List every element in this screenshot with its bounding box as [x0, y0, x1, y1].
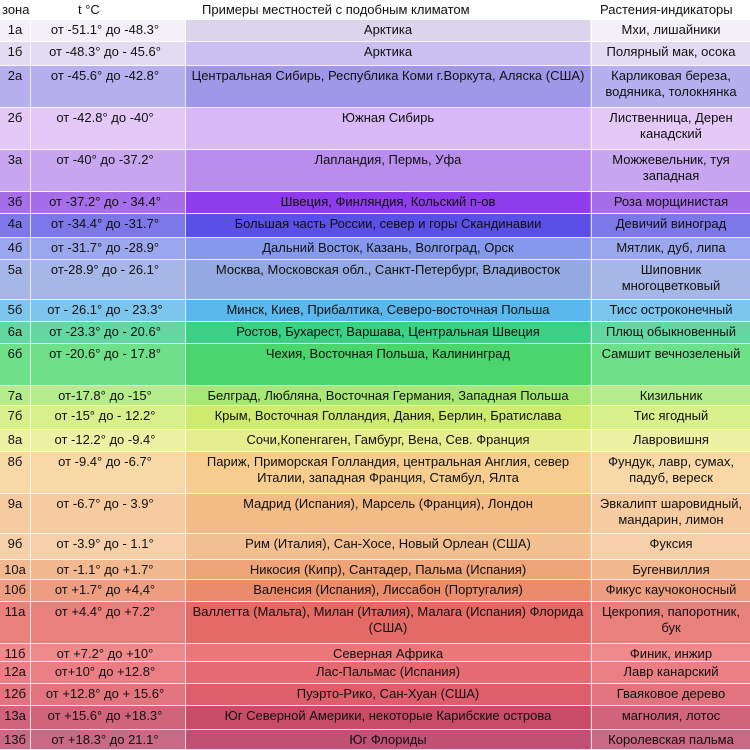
column-divider	[185, 214, 186, 238]
plants-cell: Лавровишня	[633, 432, 709, 447]
column-divider	[185, 260, 186, 300]
column-divider	[185, 580, 186, 602]
column-divider	[30, 214, 31, 238]
column-divider	[185, 192, 186, 214]
zone-cell: 3а	[7, 152, 23, 167]
plants-cell: Полярный мак, осока	[606, 44, 736, 59]
places-cell: Белград, Любляна, Восточная Германия, Западная Польша	[207, 388, 569, 403]
column-divider	[185, 150, 186, 192]
zone-cell: 9б	[7, 536, 23, 551]
column-divider	[185, 406, 186, 430]
places-cell: Валлетта (Мальта), Милан (Италия), Малага (Испания) Флорида (США)	[192, 604, 584, 635]
zone-cell: 5а	[7, 262, 23, 277]
temp-cell: от -6.7° до - 3.9°	[56, 496, 154, 511]
column-divider	[30, 430, 31, 452]
header-plants: Растения-индикаторы	[600, 2, 733, 17]
table-row	[0, 430, 750, 452]
column-divider	[30, 300, 31, 322]
temp-cell: от -3.9° до - 1.1°	[56, 536, 154, 551]
column-divider	[591, 706, 592, 730]
column-divider	[185, 452, 186, 494]
column-divider	[30, 260, 31, 300]
column-divider	[185, 108, 186, 150]
column-divider	[591, 260, 592, 300]
table-header	[0, 0, 750, 20]
column-divider	[591, 386, 592, 406]
temp-cell: от -20.6° до - 17.8°	[49, 346, 161, 361]
plants-cell: Можжевельник, туя западная	[612, 152, 730, 183]
column-divider	[185, 42, 186, 66]
column-divider	[30, 192, 31, 214]
plants-cell: Лиственница, Дерен канадский	[609, 110, 733, 141]
places-cell: Никосия (Кипр), Сантадер, Пальма (Испания)	[249, 562, 527, 577]
places-cell: Рим (Италия), Сан-Хосе, Новый Орлеан (США)	[245, 536, 531, 551]
column-divider	[185, 730, 186, 750]
column-divider	[591, 42, 592, 66]
table-row	[0, 322, 750, 344]
temp-cell: от -51.1° до -48.3°	[50, 22, 160, 37]
plants-cell: Гваяковое дерево	[616, 686, 726, 701]
zone-cell: 10б	[4, 582, 26, 597]
plants-cell: магнолия, лотос	[621, 708, 721, 723]
places-cell: Юг Северной Америки, некоторые Карибские острова	[224, 708, 552, 723]
column-divider	[30, 730, 31, 750]
column-divider	[591, 214, 592, 238]
places-cell: Лапландия, Пермь, Уфа	[314, 152, 462, 167]
column-divider	[591, 192, 592, 214]
plants-cell: Эвкалипт шаровидный, мандарин, лимон	[599, 496, 743, 527]
column-divider	[185, 344, 186, 386]
temp-cell: от -12.2° до -9.4°	[54, 432, 156, 447]
column-divider	[30, 20, 31, 42]
header-zone: зона	[2, 2, 30, 17]
column-divider	[30, 42, 31, 66]
temp-cell: от +7.2° до +10°	[56, 646, 154, 661]
column-divider	[591, 322, 592, 344]
column-divider	[30, 66, 31, 108]
zone-cell: 13а	[4, 708, 26, 723]
table-row	[0, 344, 750, 386]
places-cell: Пуэрто-Рико, Сан-Хуан (США)	[296, 686, 480, 701]
places-cell: Лас-Пальмас (Испания)	[315, 664, 461, 679]
temp-cell: от -34.4° до -31.7°	[50, 216, 160, 231]
column-divider	[591, 430, 592, 452]
zone-cell: 7б	[7, 408, 23, 423]
zone-cell: 12б	[4, 686, 26, 701]
table-row	[0, 42, 750, 66]
plants-cell: Фундук, лавр, сумах, падуб, вереск	[608, 454, 734, 485]
column-divider	[30, 322, 31, 344]
plants-cell: Тисс остроконечный	[609, 302, 733, 317]
plants-cell: Плющ обыкновенный	[605, 324, 737, 339]
zone-cell: 8а	[7, 432, 23, 447]
zone-cell: 8б	[7, 454, 23, 469]
column-divider	[185, 386, 186, 406]
column-divider	[185, 322, 186, 344]
temp-cell: от +12.8° до + 15.6°	[45, 686, 165, 701]
table-row	[0, 534, 750, 560]
zone-cell: 10а	[4, 562, 26, 577]
table-row	[0, 730, 750, 750]
column-divider	[185, 560, 186, 580]
header-places: Примеры местностей с подобным климатом	[202, 2, 470, 17]
temp-cell: от - 26.1° до - 23.3°	[47, 302, 163, 317]
column-divider	[30, 238, 31, 260]
column-divider	[591, 644, 592, 662]
column-divider	[591, 300, 592, 322]
plants-cell: Мхи, лишайники	[621, 22, 721, 37]
temp-cell: от -37.2° до - 34.4°	[49, 194, 161, 209]
zone-cell: 4а	[7, 216, 23, 231]
temp-cell: от -15° до - 12.2°	[54, 408, 156, 423]
column-divider	[591, 150, 592, 192]
column-divider	[185, 238, 186, 260]
zone-cell: 2б	[7, 110, 23, 125]
plants-cell: Роза морщинистая	[613, 194, 729, 209]
table-row	[0, 300, 750, 322]
places-cell: Арктика	[363, 44, 413, 59]
places-cell: Юг Флориды	[349, 732, 427, 747]
plants-cell: Королевская пальма	[608, 732, 734, 747]
column-divider	[591, 108, 592, 150]
table-row	[0, 452, 750, 494]
column-divider	[30, 108, 31, 150]
temp-cell: от -42.8° до -40°	[56, 110, 154, 125]
temp-cell: от -9.4° до -6.7°	[58, 454, 152, 469]
column-divider	[30, 534, 31, 560]
column-divider	[185, 662, 186, 684]
column-divider	[591, 534, 592, 560]
column-divider	[591, 662, 592, 684]
column-divider	[185, 66, 186, 108]
places-cell: Париж, Приморская Голландия, центральная Англия, север Италии, западная Франция, Стамбул, Ялта	[206, 454, 570, 485]
table-row	[0, 66, 750, 108]
plants-cell: Цекропия, папоротник, бук	[602, 604, 740, 635]
temp-cell: от -31.7° до -28.9°	[50, 240, 160, 255]
table-row	[0, 560, 750, 580]
places-cell: Ростов, Бухарест, Варшава, Центральная Швеция	[236, 324, 540, 339]
table-row	[0, 406, 750, 430]
places-cell: Валенсия (Испания), Лиссабон (Португалия)	[253, 582, 523, 597]
column-divider	[30, 644, 31, 662]
column-divider	[591, 602, 592, 644]
table-row	[0, 238, 750, 260]
temp-cell: от +18.3° до 21.1°	[51, 732, 159, 747]
plants-cell: Шиповник многоцветковый	[621, 262, 721, 293]
table-row	[0, 214, 750, 238]
places-cell: Швеция, Финляндия, Кольский п-ов	[280, 194, 496, 209]
plants-cell: Лавр канарский	[623, 664, 719, 679]
places-cell: Арктика	[363, 22, 413, 37]
places-cell: Мадрид (Испания), Марсель (Франция), Лондон	[243, 496, 533, 511]
temp-cell: от +1.7° до +4,4°	[54, 582, 156, 597]
places-cell: Сочи,Копенгаген, Гамбург, Вена, Сев. Франция	[246, 432, 530, 447]
column-divider	[591, 452, 592, 494]
plants-cell: Девичий виноград	[615, 216, 727, 231]
zone-cell: 5б	[7, 302, 23, 317]
temp-cell: от -48.3° до - 45.6°	[49, 44, 161, 59]
zone-cell: 12а	[4, 664, 26, 679]
temp-cell: от -40° до -37.2°	[56, 152, 154, 167]
places-cell: Минск, Киев, Прибалтика, Северо-восточная Польша	[226, 302, 550, 317]
column-divider	[185, 684, 186, 706]
zone-cell: 9а	[7, 496, 23, 511]
zone-cell: 4б	[7, 240, 23, 255]
plants-cell: Фуксия	[649, 536, 693, 551]
column-divider	[30, 602, 31, 644]
table-row	[0, 192, 750, 214]
column-divider	[30, 560, 31, 580]
places-cell: Большая часть России, север и горы Скандинавии	[234, 216, 542, 231]
column-divider	[185, 534, 186, 560]
places-cell: Северная Африка	[332, 646, 444, 661]
column-divider	[30, 344, 31, 386]
zone-cell: 11а	[4, 604, 26, 619]
zone-cell: 11б	[4, 646, 26, 661]
column-divider	[30, 452, 31, 494]
table-row	[0, 20, 750, 42]
plants-cell: Самшит вечнозеленый	[601, 346, 741, 361]
column-divider	[591, 344, 592, 386]
places-cell: Центральная Сибирь, Республика Коми г.Воркута, Аляска (США)	[191, 68, 585, 83]
plants-cell: Кизильник	[639, 388, 703, 403]
plants-cell: Бугенвиллия	[632, 562, 710, 577]
column-divider	[30, 706, 31, 730]
table-row	[0, 684, 750, 706]
table-row	[0, 494, 750, 534]
column-divider	[30, 494, 31, 534]
column-divider	[185, 706, 186, 730]
temp-cell: от -45.6° до -42.8°	[50, 68, 160, 83]
column-divider	[185, 20, 186, 42]
plants-cell: Финик, инжир	[629, 646, 713, 661]
zone-cell: 7а	[7, 388, 23, 403]
places-cell: Крым, Восточная Голландия, Дания, Берлин, Братислава	[214, 408, 562, 423]
column-divider	[185, 300, 186, 322]
zone-cell: 1а	[7, 22, 23, 37]
table-row	[0, 602, 750, 644]
column-divider	[185, 430, 186, 452]
zone-cell: 2а	[7, 68, 23, 83]
table-row	[0, 706, 750, 730]
plants-cell: Мятлик, дуб, липа	[616, 240, 726, 255]
plants-cell: Фикус каучоконосный	[605, 582, 737, 597]
column-divider	[30, 386, 31, 406]
temp-cell: от -23.3° до - 20.6°	[49, 324, 161, 339]
table-row	[0, 580, 750, 602]
zone-cell: 6а	[7, 324, 23, 339]
column-divider	[30, 662, 31, 684]
temp-cell: от +4.4° до +7.2°	[54, 604, 156, 619]
table-row	[0, 260, 750, 300]
table-row	[0, 108, 750, 150]
table-row	[0, 644, 750, 662]
table-row	[0, 662, 750, 684]
places-cell: Дальний Восток, Казань, Волгоград, Орск	[262, 240, 514, 255]
column-divider	[591, 406, 592, 430]
temp-cell: от -1.1° до +1.7°	[56, 562, 154, 577]
plants-cell: Карликовая береза, водяника, толокнянка	[605, 68, 737, 99]
temp-cell: от +15.6° до +18.3°	[47, 708, 163, 723]
column-divider	[30, 150, 31, 192]
zone-cell: 3б	[7, 194, 23, 209]
column-divider	[591, 66, 592, 108]
table-row	[0, 150, 750, 192]
table-row	[0, 386, 750, 406]
plants-cell: Тис ягодный	[633, 408, 709, 423]
zone-cell: 1б	[7, 44, 23, 59]
zone-cell: 13б	[4, 732, 26, 747]
column-divider	[591, 20, 592, 42]
temp-cell: от+10° до +12.8°	[54, 664, 156, 679]
column-divider	[591, 684, 592, 706]
column-divider	[591, 494, 592, 534]
column-divider	[591, 580, 592, 602]
temp-cell: от-17.8° до -15°	[58, 388, 152, 403]
column-divider	[30, 684, 31, 706]
column-divider	[185, 602, 186, 644]
column-divider	[185, 644, 186, 662]
temp-cell: от-28.9° до - 26.1°	[50, 262, 160, 277]
column-divider	[591, 238, 592, 260]
column-divider	[30, 580, 31, 602]
zone-cell: 6б	[7, 346, 23, 361]
places-cell: Москва, Московская обл., Санкт-Петербург, Владивосток	[215, 262, 561, 277]
column-divider	[591, 730, 592, 750]
places-cell: Чехия, Восточная Польша, Калининград	[265, 346, 511, 361]
column-divider	[591, 560, 592, 580]
column-divider	[185, 494, 186, 534]
places-cell: Южная Сибирь	[341, 110, 435, 125]
header-temp: t °C	[78, 2, 100, 17]
column-divider	[30, 406, 31, 430]
